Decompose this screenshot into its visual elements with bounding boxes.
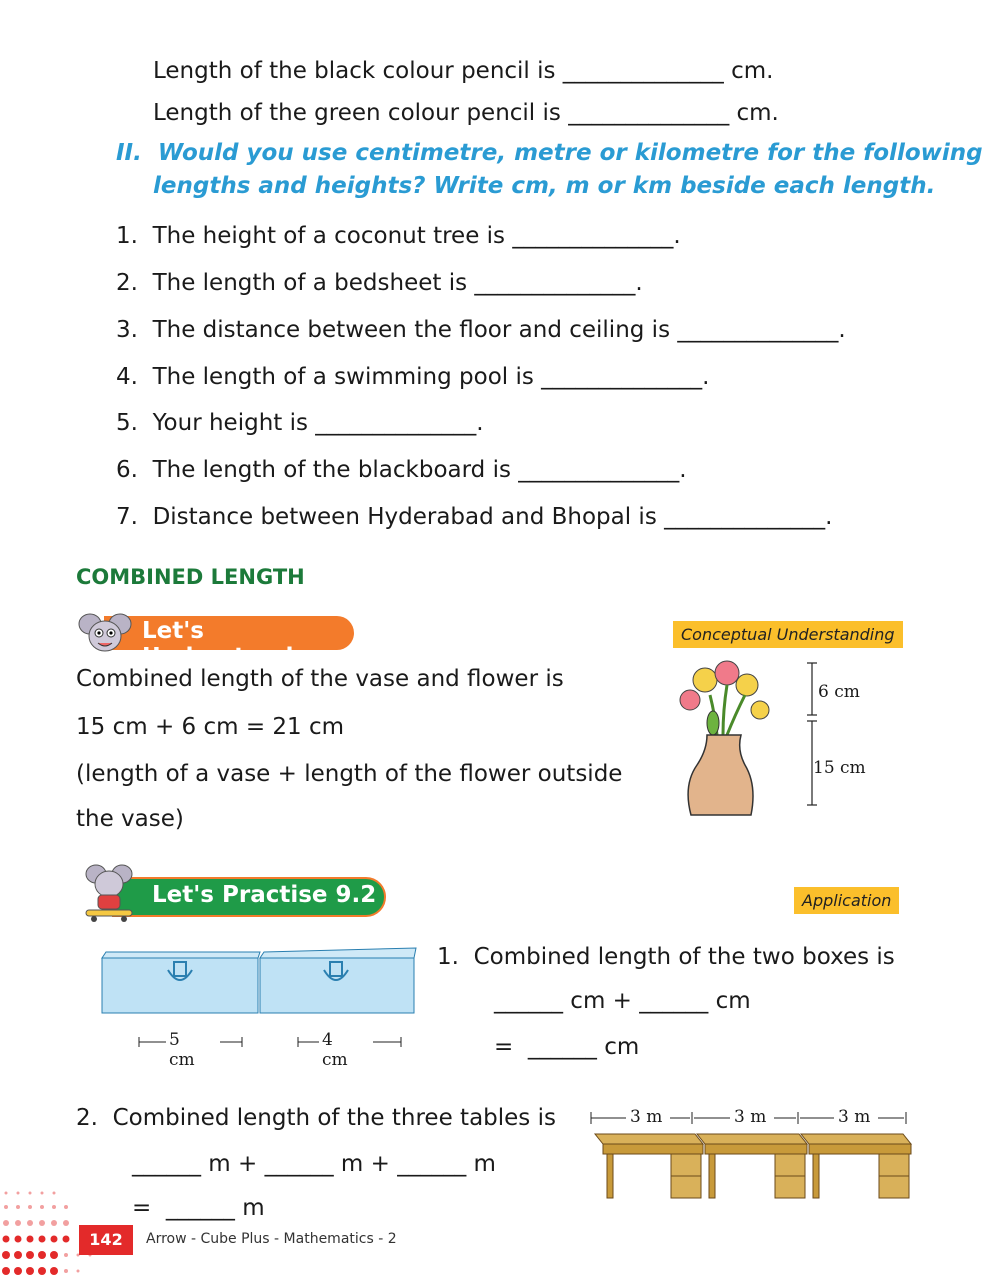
table-label: 3 m <box>630 1107 663 1127</box>
list-item: 4. The length of a swimming pool is ______________. <box>116 364 710 390</box>
vase-length-label: 15 cm <box>813 758 866 778</box>
table-icon <box>801 1134 911 1198</box>
practise-label: Let's Practise 9.2 <box>152 882 377 908</box>
q1-line1: 1. Combined length of the two boxes is <box>437 944 895 970</box>
practise-banner <box>76 862 386 924</box>
list-item: 1. The height of a coconut tree is ______________. <box>116 223 681 249</box>
list-item: 7. Distance between Hyderabad and Bhopal is ______________. <box>116 504 833 530</box>
table-icon <box>595 1134 703 1198</box>
flower-length-label: 6 cm <box>818 682 860 702</box>
three-tables-illustration <box>585 1128 925 1208</box>
green-pencil-line: Length of the green colour pencil is ______________ cm. <box>153 100 779 126</box>
page-number: 142 <box>79 1225 133 1255</box>
box-icon <box>102 952 260 1013</box>
q2-line3: = ______ m <box>132 1195 265 1221</box>
two-boxes-illustration <box>98 940 418 1025</box>
section-two-heading-line2: lengths and heights? Write cm, m or km beside each length. <box>153 173 936 199</box>
combined-text-2: 15 cm + 6 cm = 21 cm <box>76 714 345 740</box>
q2-line1: 2. Combined length of the three tables is <box>76 1105 556 1131</box>
combined-text-4: the vase) <box>76 806 184 832</box>
q1-line2: ______ cm + ______ cm <box>494 988 751 1014</box>
list-item: 6. The length of the blackboard is ______________. <box>116 457 687 483</box>
black-pencil-line: Length of the black colour pencil is ______________ cm. <box>153 58 774 84</box>
table-label: 3 m <box>734 1107 767 1127</box>
mouse-skateboard-icon <box>76 862 146 924</box>
combined-text-1: Combined length of the vase and flower is <box>76 666 564 692</box>
box1-length-label: 5 cm <box>169 1030 195 1070</box>
q1-line3: = ______ cm <box>494 1034 640 1060</box>
understand-banner <box>76 612 356 670</box>
section-two-heading-line1: II. Would you use centimetre, metre or kilometre for the following <box>116 140 983 166</box>
box2-length-label: 4 cm <box>322 1030 348 1070</box>
flower-icon <box>680 661 769 735</box>
list-item: 5. Your height is ______________. <box>116 410 484 436</box>
q2-line2: ______ m + ______ m + ______ m <box>132 1151 496 1177</box>
box-icon <box>260 948 416 1013</box>
list-item: 2. The length of a bedsheet is ______________. <box>116 270 643 296</box>
table-icon <box>697 1134 807 1198</box>
table-label: 3 m <box>838 1107 871 1127</box>
list-item: 3. The distance between the floor and ceiling is ______________. <box>116 317 846 343</box>
understand-label: Let's Understand <box>142 618 294 670</box>
mouse-icon <box>76 612 136 656</box>
combined-text-3: (length of a vase + length of the flower outside <box>76 761 623 787</box>
conceptual-understanding-tag: Conceptual Understanding <box>673 621 903 648</box>
application-tag: Application <box>794 887 899 914</box>
book-title: Arrow - Cube Plus - Mathematics - 2 <box>146 1231 397 1247</box>
combined-length-title: COMBINED LENGTH <box>76 565 305 589</box>
